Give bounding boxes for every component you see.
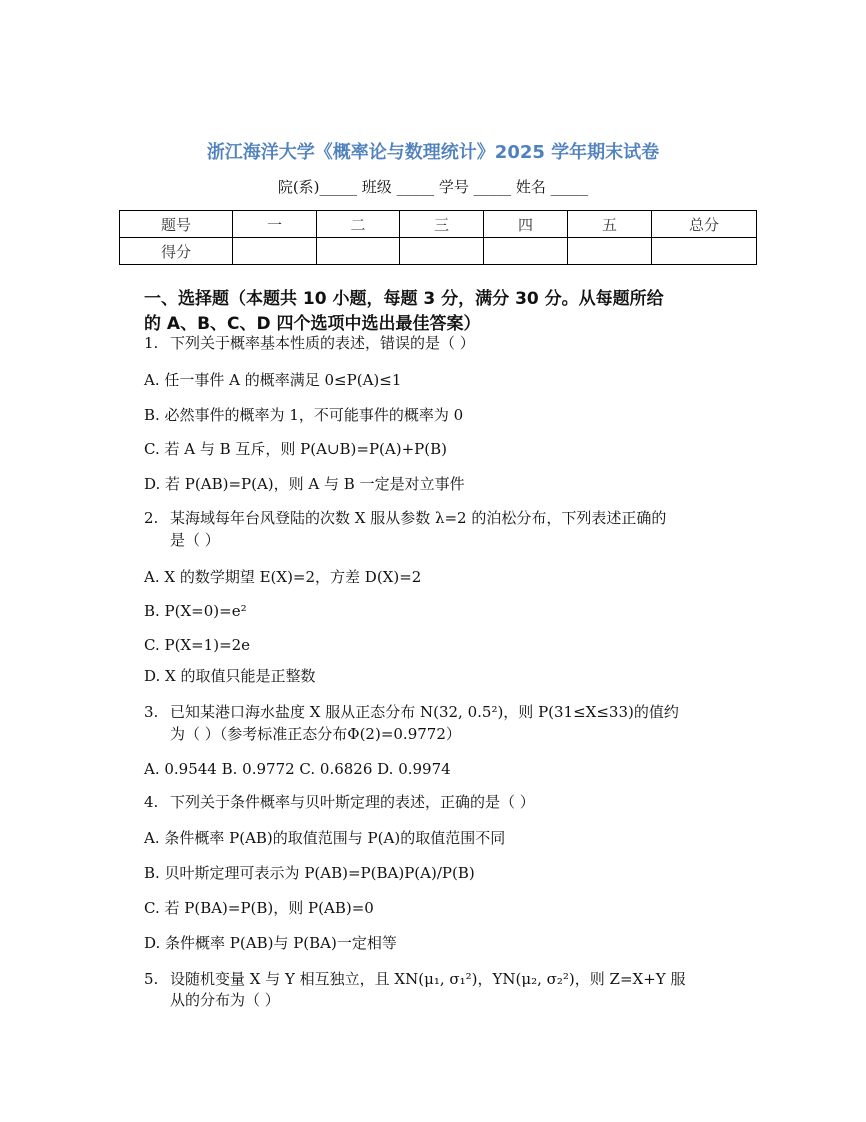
exam-title: 浙江海洋大学《概率论与数理统计》2025 学年期末试卷 <box>206 142 660 163</box>
option: C. 若 A 与 B 互斥，则 P(A∪B)=P(A)+P(B) <box>144 440 447 458</box>
question-text: 已知某港口海水盐度 X 服从正态分布 N(32, 0.5²)，则 P(31≤X≤33)的值约 <box>170 703 679 721</box>
score-cell[interactable] <box>568 238 652 265</box>
section-heading-line1: 一、选择题（本题共 10 小题，每题 3 分，满分 30 分。从每题所给 <box>144 289 664 309</box>
question-text: 设随机变量 X 与 Y 相互独立，且 XN(μ₁, σ₁²)，YN(μ₂, σ₂²)，则 Z=X+Y 服 <box>170 970 686 988</box>
option: A. 0.9544 B. 0.9772 C. 0.6826 D. 0.9974 <box>144 760 451 778</box>
option: B. 贝叶斯定理可表示为 P(AB)=P(BA)P(A)/P(B) <box>144 864 475 882</box>
option: B. 必然事件的概率为 1，不可能事件的概率为 0 <box>144 406 464 424</box>
student-info-line: 院(系)_____ 班级 _____ 学号 _____ 姓名 _____ <box>277 178 589 196</box>
score-cell[interactable] <box>317 238 400 265</box>
header-cell: 二 <box>317 211 400 238</box>
header-cell: 四 <box>484 211 568 238</box>
question-2 <box>144 508 666 528</box>
question-number: 1. <box>144 334 159 352</box>
score-cell[interactable] <box>400 238 484 265</box>
question-number: 4. <box>144 793 159 811</box>
question-4 <box>144 792 535 812</box>
header-cell: 总分 <box>652 211 757 238</box>
question-number: 3. <box>144 703 159 721</box>
option: A. 任一事件 A 的概率满足 0≤P(A)≤1 <box>144 371 402 389</box>
option: C. P(X=1)=2e <box>144 636 251 654</box>
question-text: 下列关于概率基本性质的表述，错误的是（ ） <box>170 334 475 352</box>
header-cell: 题号 <box>120 211 233 238</box>
question-text-cont: 是（ ） <box>170 531 220 549</box>
row-label: 得分 <box>120 238 233 265</box>
score-table <box>119 210 757 265</box>
question-text: 某海域每年台风登陆的次数 X 服从参数 λ=2 的泊松分布，下列表述正确的 <box>170 509 667 527</box>
option: D. 条件概率 P(AB)与 P(BA)一定相等 <box>144 934 397 952</box>
question-5 <box>144 969 685 989</box>
header-cell: 一 <box>233 211 317 238</box>
header-cell: 三 <box>400 211 484 238</box>
score-table-header-row <box>120 211 757 238</box>
question-number: 2. <box>144 509 159 527</box>
score-cell[interactable] <box>652 238 757 265</box>
option: A. 条件概率 P(AB)的取值范围与 P(A)的取值范围不同 <box>144 829 506 847</box>
score-cell[interactable] <box>484 238 568 265</box>
option: A. X 的数学期望 E(X)=2，方差 D(X)=2 <box>144 568 422 586</box>
question-text-cont: 为（ ）（参考标准正态分布Φ(2)=0.9772） <box>170 725 461 743</box>
question-number: 5. <box>144 970 159 988</box>
question-text-cont: 从的分布为（ ） <box>170 991 280 1009</box>
question-3 <box>144 702 679 722</box>
option: D. 若 P(AB)=P(A)，则 A 与 B 一定是对立事件 <box>144 475 465 493</box>
section-heading-line2: 的 A、B、C、D 四个选项中选出最佳答案） <box>144 314 481 334</box>
option: D. X 的取值只能是正整数 <box>144 667 316 685</box>
question-text: 下列关于条件概率与贝叶斯定理的表述，正确的是（ ） <box>170 793 535 811</box>
option: B. P(X=0)=e² <box>144 602 247 620</box>
header-cell: 五 <box>568 211 652 238</box>
option: C. 若 P(BA)=P(B)，则 P(AB)=0 <box>144 899 374 917</box>
score-table-score-row <box>120 238 757 265</box>
score-cell[interactable] <box>233 238 317 265</box>
question-1 <box>144 333 475 353</box>
